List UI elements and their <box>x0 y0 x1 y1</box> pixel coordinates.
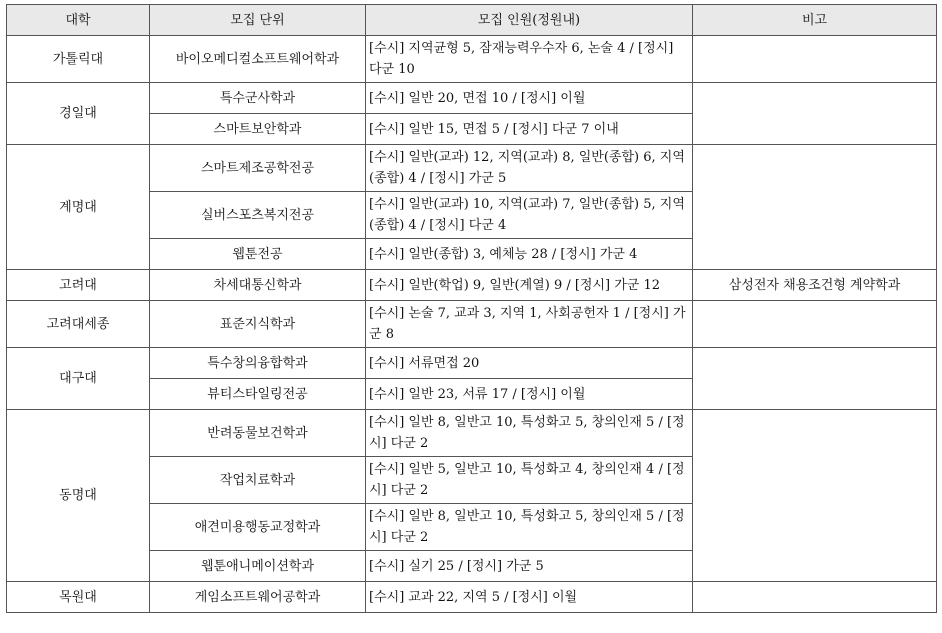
department-cell: 차세대통신학과 <box>150 270 366 301</box>
note-cell <box>693 301 937 348</box>
note-cell <box>693 582 937 613</box>
header-university: 대학 <box>7 5 150 36</box>
note-cell <box>693 348 937 410</box>
department-cell: 특수군사학과 <box>150 83 366 114</box>
header-department: 모집 단위 <box>150 5 366 36</box>
department-cell: 스마트제조공학전공 <box>150 145 366 192</box>
quota-cell: [수시] 일반(학업) 9, 일반(계열) 9 / [정시] 가군 12 <box>366 270 693 301</box>
note-cell: 삼성전자 채용조건형 계약학과 <box>693 270 937 301</box>
table-row <box>7 301 937 348</box>
department-cell: 바이오메디컬소프트웨어학과 <box>150 36 366 83</box>
note-cell <box>693 83 937 145</box>
quota-cell: [수시] 일반(종합) 3, 예체능 28 / [정시] 가군 4 <box>366 239 693 270</box>
quota-cell: [수시] 교과 22, 지역 5 / [정시] 이월 <box>366 582 693 613</box>
university-cell: 경일대 <box>7 83 150 145</box>
department-cell: 특수창의융합학과 <box>150 348 366 379</box>
table-row <box>7 145 937 192</box>
table-row <box>7 410 937 457</box>
department-cell: 작업치료학과 <box>150 457 366 504</box>
university-cell: 고려대 <box>7 270 150 301</box>
table-row <box>7 348 937 379</box>
department-cell: 실버스포츠복지전공 <box>150 192 366 239</box>
quota-cell: [수시] 일반 23, 서류 17 / [정시] 이월 <box>366 379 693 410</box>
department-cell: 스마트보안학과 <box>150 114 366 145</box>
quota-cell: [수시] 서류면접 20 <box>366 348 693 379</box>
quota-cell: [수시] 일반(교과) 10, 지역(교과) 7, 일반(종합) 5, 지역(종합) 4 / [정시] 다군 4 <box>366 192 693 239</box>
quota-cell: [수시] 지역균형 5, 잠재능력우수자 6, 논술 4 / [정시] 다군 10 <box>366 36 693 83</box>
department-cell: 애견미용행동교정학과 <box>150 504 366 551</box>
department-cell: 게임소프트웨어공학과 <box>150 582 366 613</box>
note-cell <box>693 410 937 582</box>
department-cell: 표준지식학과 <box>150 301 366 348</box>
university-cell: 가톨릭대 <box>7 36 150 83</box>
university-cell: 목원대 <box>7 582 150 613</box>
table-row <box>7 83 937 114</box>
department-cell: 반려동물보건학과 <box>150 410 366 457</box>
university-cell: 대구대 <box>7 348 150 410</box>
quota-cell: [수시] 논술 7, 교과 3, 지역 1, 사회공헌자 1 / [정시] 가군 8 <box>366 301 693 348</box>
department-cell: 웹툰전공 <box>150 239 366 270</box>
quota-cell: [수시] 실기 25 / [정시] 가군 5 <box>366 551 693 582</box>
note-cell <box>693 145 937 270</box>
quota-cell: [수시] 일반 8, 일반고 10, 특성화고 5, 창의인재 5 / [정시] 다군 2 <box>366 504 693 551</box>
header-note: 비고 <box>693 5 937 36</box>
quota-cell: [수시] 일반 15, 면접 5 / [정시] 다군 7 이내 <box>366 114 693 145</box>
university-cell: 동명대 <box>7 410 150 582</box>
quota-cell: [수시] 일반(교과) 12, 지역(교과) 8, 일반(종합) 6, 지역(종합) 4 / [정시] 가군 5 <box>366 145 693 192</box>
department-cell: 웹툰애니메이션학과 <box>150 551 366 582</box>
note-cell <box>693 36 937 83</box>
university-cell: 계명대 <box>7 145 150 270</box>
quota-cell: [수시] 일반 20, 면접 10 / [정시] 이월 <box>366 83 693 114</box>
quota-cell: [수시] 일반 8, 일반고 10, 특성화고 5, 창의인재 5 / [정시] 다군 2 <box>366 410 693 457</box>
table-row <box>7 582 937 613</box>
admissions-table <box>6 4 937 613</box>
department-cell: 뷰티스타일링전공 <box>150 379 366 410</box>
table-row <box>7 270 937 301</box>
header-row <box>7 5 937 36</box>
university-cell: 고려대세종 <box>7 301 150 348</box>
quota-cell: [수시] 일반 5, 일반고 10, 특성화고 4, 창의인재 4 / [정시] 다군 2 <box>366 457 693 504</box>
table-row <box>7 36 937 83</box>
header-quota: 모집 인원(정원내) <box>366 5 693 36</box>
